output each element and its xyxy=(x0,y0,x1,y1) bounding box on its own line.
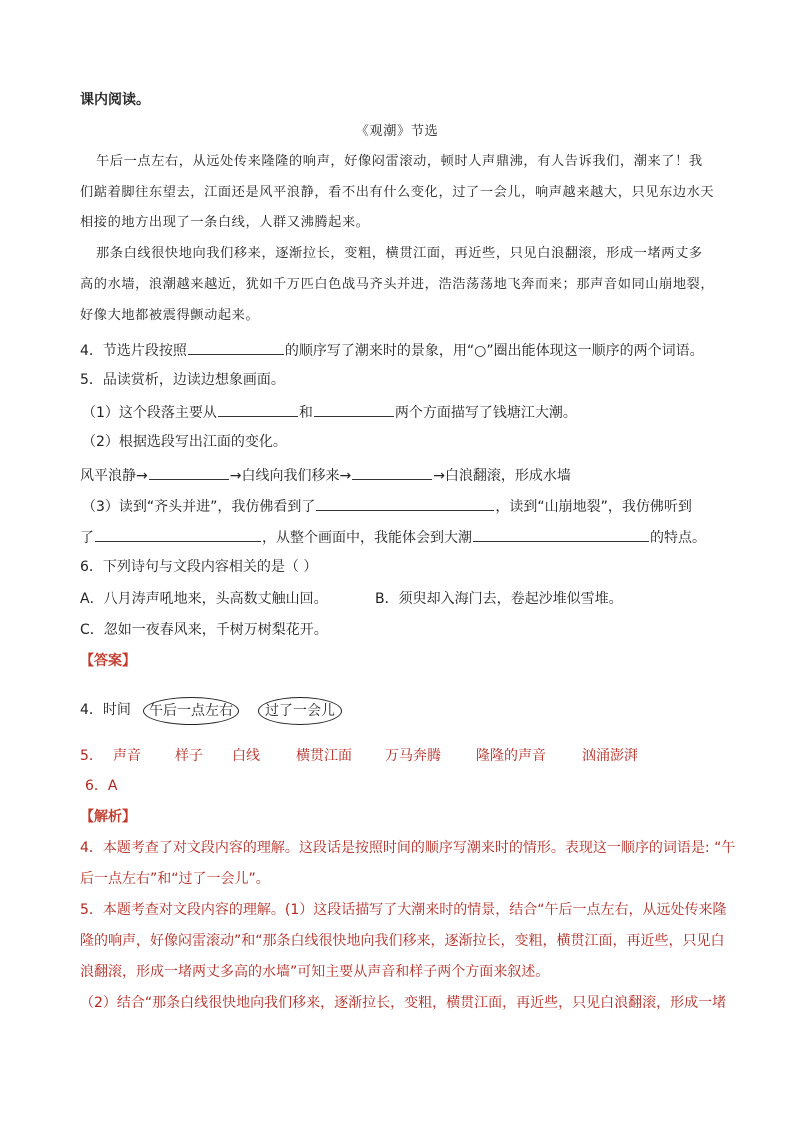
answer-blank[interactable] xyxy=(316,495,494,511)
question-5-part-3-cont xyxy=(80,526,706,548)
analysis-tag: 【解析】 xyxy=(80,809,136,825)
answer-5-label: 5． xyxy=(80,748,103,764)
question-4-text: 的顺序写了潮来时的景象，用“○”圈出能体现这一顺序的两个词语。 xyxy=(284,343,704,359)
question-5-chain xyxy=(80,464,571,486)
question-text: （3）读到“齐头并进”，我仿佛看到了 xyxy=(82,499,316,515)
answer-blank[interactable] xyxy=(473,526,649,542)
answer-4-label: 4．时间 xyxy=(80,702,131,718)
answer-6: 6．A xyxy=(85,778,118,794)
passage-line: 午后一点左右，从远处传来隆隆的响声，好像闷雷滚动，顿时人声鼎沸，有人告诉我们，潮来了！我 xyxy=(96,154,703,169)
question-6-stem: 6．下列诗句与文段内容相关的是（ ） xyxy=(80,559,318,575)
analysis-line: 隆的响声，好像闷雷滚动”和“那条白线很快地向我们移来，逐渐拉长，变粗，横贯江面，再近些，只见白 xyxy=(80,933,725,949)
passage-line: 们踮着脚往东望去，江面还是风平浪静，看不出有什么变化，过了一会儿，响声越来越大，只见东边水天 xyxy=(80,185,715,200)
passage-line: 相接的地方出现了一条白线，人群又沸腾起来。 xyxy=(80,215,370,230)
question-4-text: 4．节选片段按照 xyxy=(80,343,187,359)
question-5-part-1 xyxy=(82,401,577,423)
analysis-line: 浪翻滚，形成一堵两丈多高的水墙”可知主要从声音和样子两个方面来叙述。 xyxy=(80,964,550,980)
question-text: 了 xyxy=(80,530,94,546)
answer-blank[interactable] xyxy=(95,526,261,542)
question-text: 两个方面描写了钱塘江大潮。 xyxy=(394,405,577,421)
passage-line: 高的水墙，浪潮越来越近，犹如千万匹白色战马齐头并进，浩浩荡荡地飞奔而来；那声音如同山崩地裂， xyxy=(80,277,715,292)
option-c[interactable]: C．忽如一夜春风来，千树万树梨花开。 xyxy=(80,622,328,638)
answer-word: 横贯江面 xyxy=(296,748,352,764)
question-5-part-2: （2）根据选段写出江面的变化。 xyxy=(82,434,287,450)
analysis-line: 后一点左右”和“过了一会儿”。 xyxy=(80,871,270,887)
passage-line: 好像大地都被震得颤动起来。 xyxy=(80,308,260,323)
passage-title: 《观潮》节选 xyxy=(355,124,439,139)
answer-blank[interactable] xyxy=(314,401,394,417)
option-b[interactable]: B．须臾却入海门去，卷起沙堆似雪堆。 xyxy=(375,591,623,607)
question-text: 和 xyxy=(298,405,313,421)
answer-word: 隆隆的声音 xyxy=(476,748,546,764)
question-text: 的特点。 xyxy=(650,530,706,546)
circled-word: 午后一点左右 xyxy=(143,697,239,725)
question-5-intro: 5．品读赏析，边读边想象画面。 xyxy=(80,372,285,388)
answer-word: 白线 xyxy=(232,748,260,764)
question-5-part-3 xyxy=(82,495,692,517)
question-text: →白浪翻滚，形成水墙 xyxy=(433,468,571,484)
answer-word: 样子 xyxy=(175,748,203,764)
question-4 xyxy=(80,339,704,361)
answer-tag: 【答案】 xyxy=(80,653,136,669)
answer-word: 声音 xyxy=(113,748,141,764)
analysis-line: 5．本题考查对文段内容的理解。(1）这段话描写了大潮来时的情景，结合“午后一点左右，从远处传来隆 xyxy=(80,902,727,918)
answer-blank[interactable] xyxy=(149,464,229,480)
answer-blank[interactable] xyxy=(188,339,284,355)
question-text: 风平浪静→ xyxy=(80,468,148,484)
passage-line: 那条白线很快地向我们移来，逐渐拉长，变粗，横贯江面，再近些，只见白浪翻滚，形成一堵两丈多 xyxy=(96,246,703,261)
analysis-line: 4．本题考查了对文段内容的理解。这段话是按照时间的顺序写潮来时的情形。表现这一顺序的词语是: “午 xyxy=(80,840,736,856)
answer-word: 万马奔腾 xyxy=(385,748,441,764)
answer-blank[interactable] xyxy=(352,464,432,480)
question-text: （1）这个段落主要从 xyxy=(82,405,217,421)
question-text: →白线向我们移来→ xyxy=(229,468,352,484)
answer-blank[interactable] xyxy=(218,401,298,417)
circled-word: 过了一会儿 xyxy=(258,697,342,725)
question-text: ，读到“山崩地裂”，我仿佛听到 xyxy=(495,499,692,515)
option-a[interactable]: A．八月涛声吼地来，头高数丈触山回。 xyxy=(80,591,328,607)
question-text: ，从整个画面中，我能体会到大潮 xyxy=(262,530,472,546)
analysis-line: （2）结合“那条白线很快地向我们移来，逐渐拉长，变粗，横贯江面，再近些，只见白浪翻滚，形成一堵 xyxy=(80,995,727,1011)
section-heading: 课内阅读。 xyxy=(80,92,150,108)
answer-word: 汹涌澎湃 xyxy=(582,748,638,764)
